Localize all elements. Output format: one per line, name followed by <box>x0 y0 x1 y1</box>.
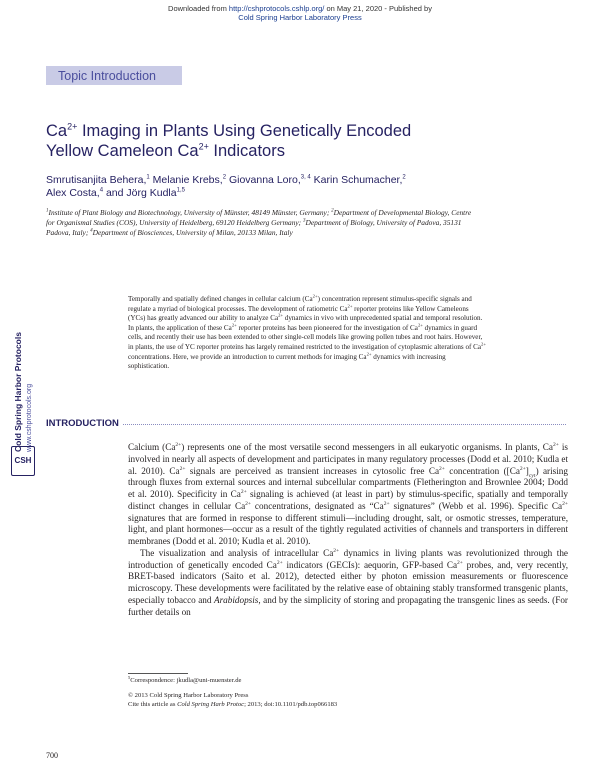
section-heading-introduction: INTRODUCTION <box>46 418 123 429</box>
footnotes <box>128 676 568 710</box>
abstract: Temporally and spatially defined changes in cellular calcium $(Ca^{2+})$ concentration represent stimulus-specific signals and regulate a myriad of biological processes. The development of ratiometric $Ca^{2+}$ reporter proteins like Yellow Cameleons (YCs) has greatly advanced our ability to analyze $Ca^{2+}$ dynamics in vivo with unprecedented spatial and temporal resolution. In plants, the application of these $Ca^{2+}$ reporter proteins has been pioneered for the investigation of $Ca^{2+}$ dynamics in guard cells, and recently their use has been extended to other single-cell models like growing pollen tubes and root hairs. However, in plants, the use of YC reporter proteins has largely remained restricted to the investigation of cytoplasmic alterations of $Ca^{2+}$ concentrations. Here, we provide an introduction to current methods for imaging $Ca^{2+}$ dynamics with increasing sophistication. <box>128 293 486 371</box>
section-divider <box>46 424 566 425</box>
page-number: 700 <box>46 751 58 760</box>
csh-logo-icon: CSH <box>11 446 35 476</box>
correspondence-note: $^5$Correspondence: jkudla@uni-muenster.de <box>128 674 242 684</box>
paragraph-2: The visualization and analysis of intracellular $Ca^{2+}$ dynamics in living plants was revolutionized through the introduction of genetically encoded $Ca^{2+}$ indicators (GECIs): aequorin, GFP-based $Ca^{2+}$ probes, and, very recently, BRET-based indicators (Saito et al. 2012), detected either by photon emission measurements or fluorescence microscopy. These developments were facilitated by the relative ease of obtaining stably transformed transgenic plants, especially tobacco and Arabidopsis, and by the simplicity of storing and propagating the transgenic lines as seeds. (For further details on <box>128 547 569 617</box>
download-header: Downloaded from http://cshprotocols.cshlp.org/ on May 21, 2020 - Published by Cold Spring Harbor Laboratory Press <box>0 4 600 22</box>
citation-note: Cite this article as Cold Spring Harb Protoc; 2013; doi:10.1101/pdb.top066183 <box>128 701 338 709</box>
paragraph-1: Calcium $(Ca^{2+})$ represents one of the most versatile second messengers in all eukaryotic organisms. In plants, $Ca^{2+}$ is involved in nearly all aspects of development and participates in many regulatory processes (Dodd et al. 2010; Kudla et al. 2010). $Ca^{2+}$ signals are perceived as transient increases in cytosolic free $Ca^{2+}$ concentration $([Ca^{2+}]_{cyt})$ arising through fluxes from external sources and internal subcellular compartments (Fletherington and Brownlee 2004; Dodd et al. 2010). Specificity in $Ca^{2+}$ signaling is achieved (at least in part) by stimulus-specific, spatially and temporally distinct changes in cellular $Ca^{2+}$ concentrations, designated as “$Ca^{2+}$ signatures” (Webb et al. 1996). Specific $Ca^{2+}$ signatures that are formed in response to different stimuli—including drought, salt, or osmotic stresses, temperature, light, and plant hormones—occur as a result of the tightly regulated activities of channels and transporters in different membranes (Dodd et al. 2010; Kudla et al. 2010). <box>128 441 568 546</box>
journal-name: Cold Spring Harbor Protocols <box>13 332 23 452</box>
affiliations: $^1$Institute of Plant Biology and Biotechnology, University of Münster, 48149 Münster, Germany; $^2$Department of Developmental Biology, Centre for Organismal Studies (COS), University of Heidelberg, 69120 Heidelberg Germany; $^3$Department of Biology, University of Padova, 35131 Padova, Italy; $^4$Department of Biosciences, University of Milan, 20133 Milan, Italy <box>46 208 472 238</box>
topic-label: Topic Introduction <box>58 69 156 83</box>
topic-label-bar <box>46 66 182 85</box>
author-list: Smrutisanjita Behera,$^1$ Melanie Krebs,$^2$ Giovanna Loro,$^{3, 4}$ Karin Schumacher,$^2$ Alex Costa,$^4$ and Jörg Kudla$^{1,5}$ <box>46 174 406 199</box>
article-title: $Ca^{2+}$ Imaging in Plants Using Genetically Encoded Yellow Cameleon $Ca^{2+}$ Indicators <box>46 121 412 160</box>
footnote-divider <box>128 673 188 674</box>
journal-url[interactable]: www.cshprotocols.org <box>26 383 33 452</box>
body-text <box>128 442 568 618</box>
journal-sidebar <box>13 292 35 452</box>
copyright-note: © 2013 Cold Spring Harbor Laboratory Press <box>128 692 249 700</box>
publisher-link[interactable]: Cold Spring Harbor Laboratory Press <box>238 13 362 22</box>
download-source-link[interactable]: http://cshprotocols.cshlp.org/ <box>228 4 325 13</box>
